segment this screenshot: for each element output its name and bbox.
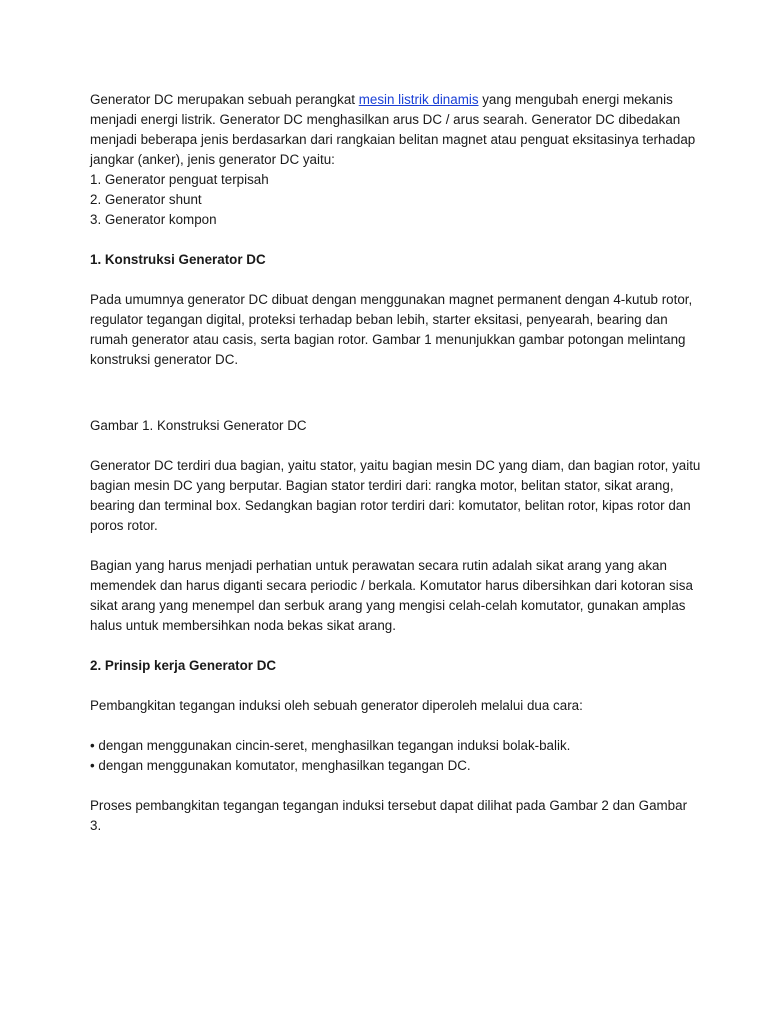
- intro-line-3: menjadi beberapa jenis berdasarkan dari rangkaian belitan magnet atau penguat eksitasinya terhadap: [90, 132, 696, 147]
- paragraph-line: Pada umumnya generator DC dibuat dengan menggunakan magnet permanent dengan 4-kutub rotor,: [90, 292, 693, 307]
- proses-pembangkitan-paragraph: Proses pembangkitan tegangan tegangan induksi tersebut dapat dilihat pada Gambar 2 dan Gambar 3.: [90, 798, 688, 833]
- mesin-listrik-dinamis-link[interactable]: mesin listrik dinamis: [358, 92, 479, 107]
- list-item: • dengan menggunakan komutator, menghasilkan tegangan DC.: [90, 758, 471, 773]
- figure-placeholder-gap: [90, 390, 690, 416]
- paragraph-line: memendek dan harus diganti secara periodic / berkala. Komutator harus dibersihkan dari kotoran sisa: [90, 578, 693, 593]
- paragraph-line: sikat arang yang menempel dan serbuk arang yang mengisi celah-celah komutator, gunakan amplas: [90, 598, 686, 613]
- induction-methods-list: [90, 736, 690, 776]
- intro-line-2: menjadi energi listrik. Generator DC menghasilkan arus DC / arus searah. Generator DC dibedakan: [90, 112, 681, 127]
- list-item: • dengan menggunakan cincin-seret, menghasilkan tegangan induksi bolak-balik.: [90, 738, 571, 753]
- paragraph-line: poros rotor.: [90, 518, 158, 533]
- generator-type-item: 3. Generator kompon: [90, 212, 217, 227]
- generator-type-item: 1. Generator penguat terpisah: [90, 172, 269, 187]
- intro-paragraph: [90, 90, 696, 230]
- intro-line-1: [90, 90, 690, 110]
- intro-text-after-link: yang mengubah energi mekanis: [478, 92, 673, 107]
- konstruksi-paragraph-3: [90, 556, 693, 636]
- intro-line-4: jangkar (anker), jenis generator DC yaitu:: [90, 152, 335, 167]
- section-heading-konstruksi: 1. Konstruksi Generator DC: [90, 252, 266, 267]
- konstruksi-paragraph-1: [90, 290, 693, 370]
- prinsip-kerja-paragraph: Pembangkitan tegangan induksi oleh sebuah generator diperoleh melalui dua cara:: [90, 698, 583, 713]
- paragraph-line: konstruksi generator DC.: [90, 352, 239, 367]
- figure-1-caption: Gambar 1. Konstruksi Generator DC: [90, 418, 307, 433]
- paragraph-line: bearing dan terminal box. Sedangkan bagian rotor terdiri dari: komutator, belitan rotor, kipas rotor dan: [90, 498, 691, 513]
- intro-text-before-link: Generator DC merupakan sebuah perangkat: [90, 92, 359, 107]
- paragraph-line: bagian mesin DC yang berputar. Bagian stator terdiri dari: rangka motor, belitan stator, sikat arang,: [90, 478, 674, 493]
- paragraph-line: Generator DC terdiri dua bagian, yaitu stator, yaitu bagian mesin DC yang diam, dan bagian rotor, yaitu: [90, 458, 701, 473]
- paragraph-line: regulator tegangan digital, proteksi terhadap beban lebih, starter eksitasi, penyearah, bearing dan: [90, 312, 668, 327]
- section-heading-prinsip-kerja: 2. Prinsip kerja Generator DC: [90, 658, 277, 673]
- konstruksi-paragraph-2: [90, 456, 701, 536]
- paragraph-line: rumah generator atau casis, serta bagian rotor. Gambar 1 menunjukkan gambar potongan melintang: [90, 332, 686, 347]
- paragraph-line: halus untuk membersihkan noda bekas sikat arang.: [90, 618, 396, 633]
- generator-type-item: 2. Generator shunt: [90, 192, 202, 207]
- paragraph-line: Bagian yang harus menjadi perhatian untuk perawatan secara rutin adalah sikat arang yang akan: [90, 558, 667, 573]
- document-page: [90, 90, 701, 856]
